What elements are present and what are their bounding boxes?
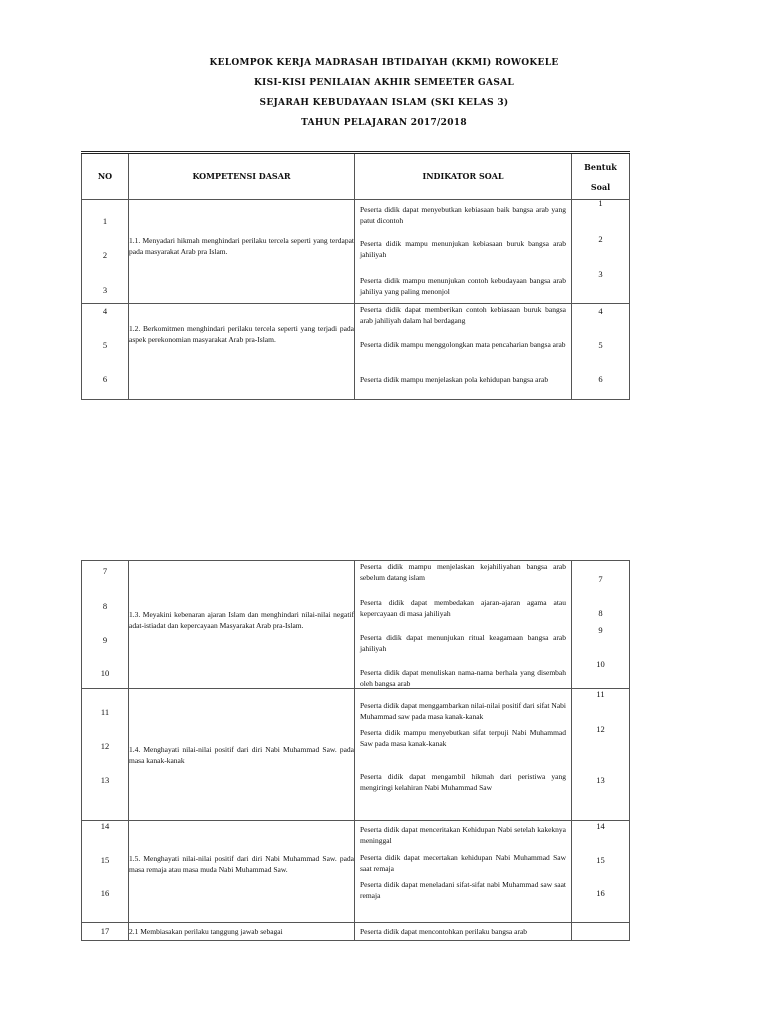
soal-number: 11 [596,689,605,699]
indikator-text: Peserta didik dapat meneladani sifat-sifat nabi Muhammad saw saat remaja [360,880,566,900]
row-number: 6 [102,374,108,384]
kompetensi-dasar-text: 2.1 Membiasakan perilaku tanggung jawab sebagai [129,927,283,936]
indikator-text: Peserta didik mampu menyebutkan sifat terpuji Nabi Muhammad Saw pada masa kanak-kanak [360,728,566,748]
row-number: 4 [102,306,108,316]
table-row [82,821,630,923]
row-numbers [82,304,129,400]
soal-number: 7 [598,574,603,584]
indikator-text: Peserta didik mampu menjelaskan kejahiliyahan bangsa arab sebelum datang islam [360,562,566,582]
bentuk-soal-cell [572,689,630,821]
kompetensi-dasar-cell [129,200,355,304]
row-number: 17 [100,926,110,936]
row-number: 10 [100,668,110,678]
row-number: 1 [102,216,108,226]
soal-number: 3 [598,269,603,279]
kisi-table-2 [81,560,630,941]
row-number: 16 [100,888,110,898]
kompetensi-dasar-cell [129,304,355,400]
row-number: 12 [100,741,110,751]
bentuk-soal-cell [572,923,630,941]
table-row [82,304,630,400]
soal-number: 12 [596,724,605,734]
soal-number: 10 [596,659,605,669]
kompetensi-dasar-cell [129,561,355,689]
kompetensi-dasar-text: 1.3. Meyakini kebenaran ajaran Islam dan menghindari nilai-nilai negatif adat-istiadat dan kepercayaan Masyarakat Arab pra-Islam. [129,610,354,630]
header-document-title: KISI-KISI PENILAIAN AKHIR SEMEETER GASAL [253,78,515,88]
row-number: 14 [100,821,110,831]
indikator-text: Peserta didik mampu menggolongkan mata pencaharian bangsa arab [360,340,566,349]
indikator-text: Peserta didik dapat menggambarkan nilai-nilai positif dari sifat Nabi Muhammad saw pada masa kanak-kanak [360,701,566,721]
indikator-cell [355,923,572,941]
table-row [82,923,630,941]
indikator-text: Peserta didik dapat mencontohkan perilaku bangsa arab [360,927,528,936]
indikator-text: Peserta didik dapat membedakan ajaran-ajaran agama atau kepercayaan di masa jahiliyah [360,598,566,618]
table-row [82,561,630,689]
indikator-cell [355,561,572,689]
soal-number: 4 [598,306,603,316]
indikator-text: Peserta didik dapat menunjukan ritual keagamaan bangsa arab jahiliyah [360,633,566,653]
row-number: 15 [100,855,110,865]
soal-number: 13 [596,775,605,785]
row-number: 13 [100,775,110,785]
kompetensi-dasar-cell [129,689,355,821]
row-number: 7 [102,566,108,576]
soal-label: Soal [590,181,611,192]
indikator-text: Peserta didik dapat menyebutkan kebiasaan baik bangsa arab yang patut dicontoh [360,205,566,225]
kompetensi-dasar-text: 1.2. Berkomitmen menghindari perilaku tercela seperti yang terjadi pada aspek perekonomian masyarakat Arab pra-Islam. [129,324,354,344]
indikator-cell [355,304,572,400]
soal-number: 5 [598,340,603,350]
bentuk-soal-cell [572,821,630,923]
kompetensi-dasar-cell [129,821,355,923]
soal-number: 8 [598,608,603,618]
indikator-text: Peserta didik dapat memberikan contoh kebiasaan buruk bangsa arab jahiliyah dalam hal berdagang [360,305,566,325]
soal-number: 16 [596,888,605,898]
kompetensi-dasar-text: 1.5. Menghayati nilai-nilai positif dari diri Nabi Muhammad Saw. pada masa remaja atau masa muda Nabi Muhammad Saw. [129,854,354,874]
table-row [82,689,630,821]
kompetensi-dasar-cell [129,923,355,941]
bentuk-soal-cell [572,200,630,304]
row-numbers [82,200,129,304]
indikator-cell [355,821,572,923]
soal-number: 1 [598,198,603,208]
column-header-no: NO [82,153,129,200]
indikator-text: Peserta didik dapat menceritakan Kehidupan Nabi setelah kakeknya meninggal [360,825,566,845]
indikator-text: Peserta didik mampu menjelaskan pola kehidupan bangsa arab [360,375,549,384]
indikator-text: Peserta didik dapat mecertakan kehidupan Nabi Muhammad Saw saat remaja [360,853,566,873]
row-numbers [82,821,129,923]
bentuk-soal-cell [572,561,630,689]
kompetensi-dasar-text: 1.4. Menghayati nilai-nilai positif dari diri Nabi Muhammad Saw. pada masa kanak-kanak [129,745,354,765]
kisi-table-1 [81,151,630,400]
table-row [82,200,630,304]
row-number: 8 [102,601,108,611]
soal-number: 15 [596,855,605,865]
indikator-text: Peserta didik dapat menuliskan nama-nama berhala yang disembah oleh bangsa arab [360,668,566,688]
document-header [0,56,768,136]
header-academic-year: TAHUN PELAJARAN 2017/2018 [301,118,467,128]
soal-number: 14 [596,821,605,831]
row-numbers [82,689,129,821]
indikator-text: Peserta didik mampu menunjukan kebiasaan buruk bangsa arab jahiliyah [360,239,566,259]
row-numbers [82,923,129,941]
row-numbers [82,561,129,689]
bentuk-label: Bentuk [584,161,617,172]
row-number: 2 [102,250,108,260]
table-header-row [82,153,630,200]
header-subject: SEJARAH KEBUDAYAAN ISLAM (SKI KELAS 3) [259,98,509,108]
indikator-cell [355,689,572,821]
soal-number: 9 [598,625,603,635]
row-number: 3 [102,285,108,295]
row-number: 9 [102,635,108,645]
column-header-indikator: INDIKATOR SOAL [355,153,572,200]
soal-number: 2 [598,234,603,244]
header-institution: KELOMPOK KERJA MADRASAH IBTIDAIYAH (KKMI) ROWOKELE [209,58,559,68]
indikator-cell [355,200,572,304]
indikator-text: Peserta didik dapat mengambil hikmah dari peristiwa yang mengiringi kelahiran Nabi Muhammad Saw [360,772,566,792]
kompetensi-dasar-text: 1.1. Menyadari hikmah menghindari perilaku tercela seperti yang terdapat pada masyarakat Arab pra Islam. [129,236,354,256]
row-number: 11 [100,707,110,717]
column-header-bentuk-soal [572,153,630,200]
bentuk-soal-cell [572,304,630,400]
indikator-text: Peserta didik mampu menunjukan contoh kebudayaan bangsa arab jahiliya yang paling menonjol [360,276,566,296]
column-header-kd: KOMPETENSI DASAR [129,153,355,200]
soal-number: 6 [598,374,603,384]
row-number: 5 [102,340,108,350]
